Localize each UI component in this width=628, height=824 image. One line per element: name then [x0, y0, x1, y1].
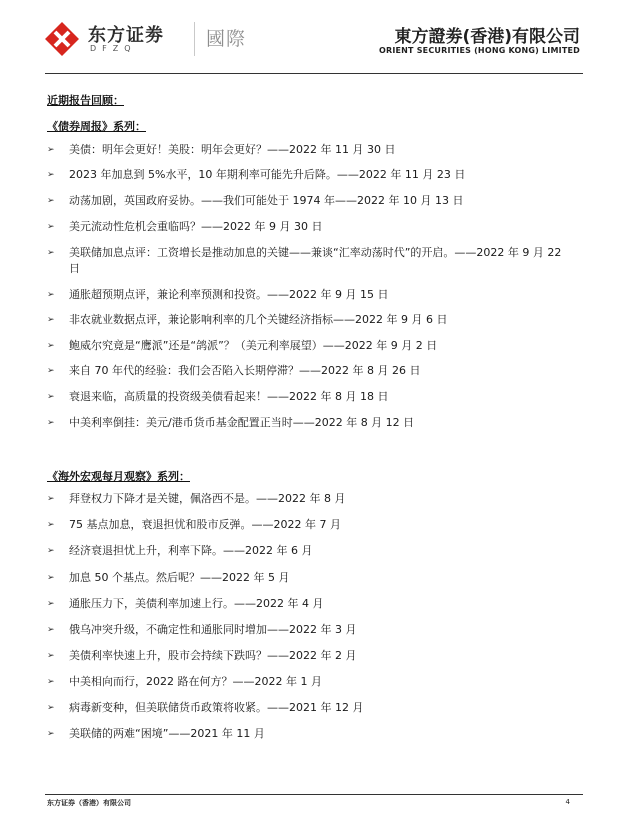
list-item: ➢ 拜登权力下降才是关键，佩洛西不是。——2022 年 8 月: [47, 492, 346, 505]
header-rule: [45, 73, 583, 74]
bullet-arrow-icon: ➢: [47, 573, 55, 583]
logo-mark-icon: [45, 22, 79, 56]
bullet-arrow-icon: ➢: [47, 315, 55, 325]
bullet-arrow-icon: ➢: [47, 145, 55, 155]
list-item: ➢ 通胀超预期点评，兼论利率预测和投资。——2022 年 9 月 15 日: [47, 288, 389, 301]
bullet-arrow-icon: ➢: [47, 170, 55, 180]
bullet-arrow-icon: ➢: [47, 248, 55, 258]
bullet-arrow-icon: ➢: [47, 290, 55, 300]
list-item: ➢ 中美利率倒挂：美元/港币货币基金配置正当时——2022 年 8 月 12 日: [47, 416, 415, 429]
bullet-arrow-icon: ➢: [47, 341, 55, 351]
bullet-arrow-icon: ➢: [47, 392, 55, 402]
bullet-arrow-icon: ➢: [47, 196, 55, 206]
bond-series-title: 《债券周报》系列：: [47, 120, 146, 133]
list-item: ➢ 经济衰退担忧上升，利率下降。——2022 年 6 月: [47, 544, 313, 557]
bullet-arrow-icon: ➢: [47, 625, 55, 635]
list-item: ➢ 鲍威尔究竟是“鹰派”还是“鸽派”？（美元利率展望）——2022 年 9 月 2 日: [47, 339, 438, 352]
list-item: ➢ 中美相向而行，2022 路在何方？——2022 年 1 月: [47, 675, 322, 688]
list-item: ➢ 2023 年加息到 5%水平，10 年期利率可能先升后降。——2022 年 11 月 23 日: [47, 168, 466, 181]
list-item: ➢ 衰退来临，高质量的投资级美债看起来！——2022 年 8 月 18 日: [47, 390, 389, 403]
bullet-arrow-icon: ➢: [47, 366, 55, 376]
list-item: ➢ 美元流动性危机会重临吗？——2022 年 9 月 30 日: [47, 220, 323, 233]
bullet-arrow-icon: ➢: [47, 703, 55, 713]
logo-divider: [194, 22, 195, 56]
list-item: ➢ 美联储的两难“困境”——2021 年 11 月: [47, 727, 265, 740]
bullet-arrow-icon: ➢: [47, 520, 55, 530]
list-item: ➢ 动荡加剧，英国政府妥协。——我们可能处于 1974 年——2022 年 10 月 13 日: [47, 194, 464, 207]
list-item: ➢ 美债：明年会更好！美股：明年会更好？——2022 年 11 月 30 日: [47, 143, 396, 156]
bullet-arrow-icon: ➢: [47, 651, 55, 661]
list-item: ➢ 美联储加息点评：工资增长是推动加息的关键——兼谈“汇率动荡时代”的开启。——2022 年 9 月 22 日: [47, 246, 562, 275]
list-item: ➢ 加息 50 个基点。然后呢？——2022 年 5 月: [47, 571, 290, 584]
list-item: ➢ 病毒新变种，但美联储货币政策将收紧。——2021 年 12 月: [47, 701, 364, 714]
recent-reports-title: 近期报告回顾：: [47, 94, 124, 107]
bullet-arrow-icon: ➢: [47, 599, 55, 609]
logo-text: 东方证劵: [88, 25, 164, 46]
footer-rule: [45, 794, 583, 795]
list-item: ➢ 来自 70 年代的经验：我们会否陷入长期停滞？——2022 年 8 月 26 日: [47, 364, 421, 377]
logo-abbrev: DFZQ: [90, 44, 137, 53]
logo-intl-text: 國際: [206, 28, 247, 50]
bullet-arrow-icon: ➢: [47, 546, 55, 556]
list-item: ➢ 通胀压力下，美债利率加速上行。——2022 年 4 月: [47, 597, 324, 610]
list-item: ➢ 非农就业数据点评，兼论影响利率的几个关键经济指标——2022 年 9 月 6 日: [47, 313, 448, 326]
bullet-arrow-icon: ➢: [47, 677, 55, 687]
company-name-en: ORIENT SECURITIES (HONG KONG) LIMITED: [378, 46, 580, 55]
list-item: ➢ 美债利率快速上升，股市会持续下跌吗？——2022 年 2 月: [47, 649, 357, 662]
list-item: ➢ 75 基点加息，衰退担忧和股市反弹。——2022 年 7 月: [47, 518, 341, 531]
bullet-arrow-icon: ➢: [47, 418, 55, 428]
page-number: 4: [565, 798, 570, 806]
bullet-arrow-icon: ➢: [47, 222, 55, 232]
list-item: ➢ 俄乌冲突升级，不确定性和通胀同时增加——2022 年 3 月: [47, 623, 357, 636]
footer-company: 东方证券（香港）有限公司: [47, 799, 131, 807]
bullet-arrow-icon: ➢: [47, 729, 55, 739]
macro-series-title: 《海外宏观每月观察》系列：: [47, 470, 190, 483]
bullet-arrow-icon: ➢: [47, 494, 55, 504]
company-name-cn: 東方證劵(香港)有限公司: [394, 27, 580, 47]
